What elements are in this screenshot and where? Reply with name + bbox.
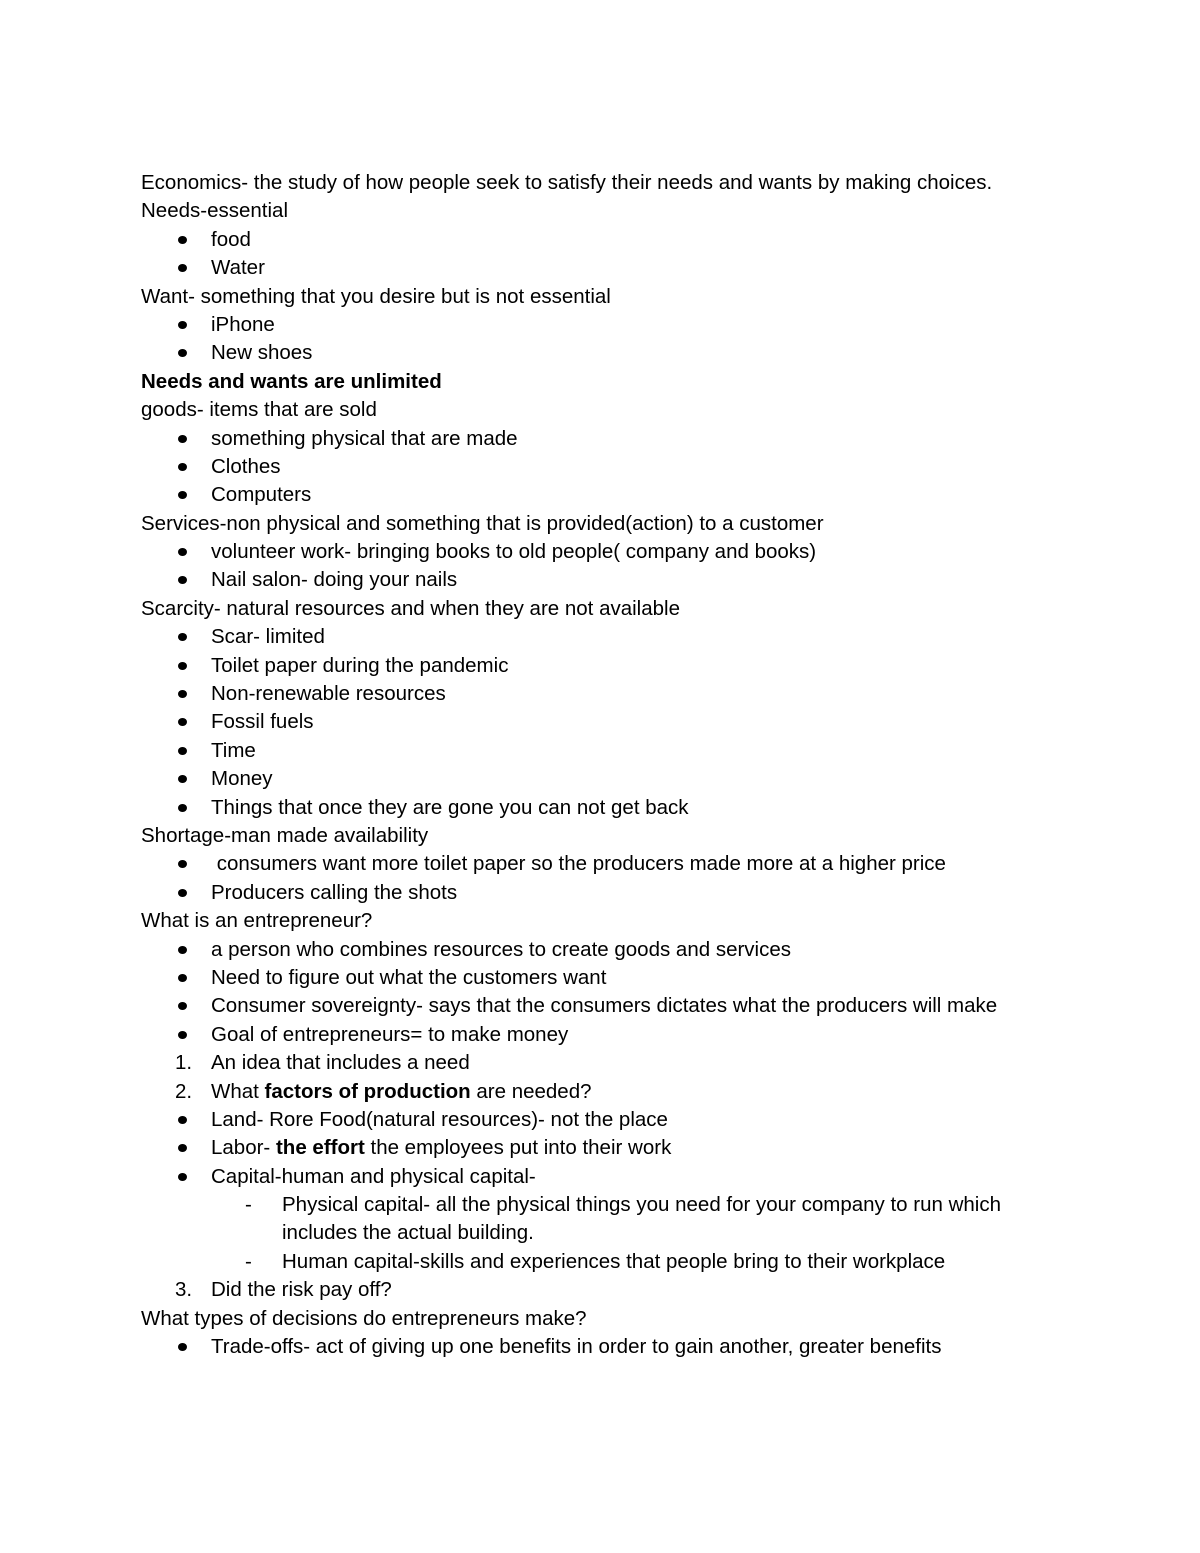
list-item — [141, 1333, 1141, 1361]
list-item-text: Did the risk pay off? — [211, 1278, 392, 1302]
list-item — [141, 538, 1141, 566]
list-item-text: consumers want more toilet paper so the producers made more at a higher price — [211, 852, 946, 876]
list-item — [141, 566, 1141, 594]
list-item-text: volunteer work- bringing books to old people( company and books) — [211, 540, 817, 564]
list-item-text: Water — [211, 256, 265, 280]
list-item-text: Labor- — [211, 1136, 276, 1160]
list-item-text: Fossil fuels — [211, 710, 314, 734]
notes-body — [141, 169, 1141, 1361]
heading-decisions: What types of decisions do entrepreneurs make? — [141, 1306, 587, 1330]
list-item-text: Money — [211, 767, 273, 791]
list-item — [141, 481, 1141, 509]
bullet-icon — [178, 889, 187, 897]
list-item-text: Goal of entrepreneurs= to make money — [211, 1022, 569, 1046]
list-item — [141, 254, 1141, 282]
bullet-icon — [178, 349, 187, 357]
list-item — [141, 623, 1141, 651]
heading-needs: Needs-essential — [141, 199, 288, 223]
list-item-text: Need to figure out what the customers want — [211, 965, 607, 989]
sub-list-item — [141, 1191, 1141, 1219]
list-item-text: Nail salon- doing your nails — [211, 568, 458, 592]
bullet-icon — [178, 662, 187, 670]
numbered-item — [141, 1049, 1141, 1077]
bullet-icon — [178, 548, 187, 556]
list-item-text: Capital-human and physical capital- — [211, 1164, 536, 1188]
list-item-text: something physical that are made — [211, 426, 518, 450]
list-item — [141, 794, 1141, 822]
list-item-text: Clothes — [211, 454, 281, 478]
list-number: 3. — [175, 1278, 193, 1302]
list-item — [141, 1163, 1141, 1191]
bullet-icon — [178, 491, 187, 499]
heading-goods: goods- items that are sold — [141, 398, 377, 422]
heading-services: Services-non physical and something that is provided(action) to a customer — [141, 511, 824, 535]
list-item-text: An idea that includes a need — [211, 1051, 470, 1075]
bullet-icon — [178, 633, 187, 641]
sub-list-item-continuation: includes the actual building. — [282, 1221, 534, 1245]
list-number: 2. — [175, 1079, 193, 1103]
list-item — [141, 1134, 1141, 1162]
bullet-icon — [178, 718, 187, 726]
list-item — [141, 737, 1141, 765]
list-item-text: Human capital-skills and experiences that people bring to their workplace — [282, 1249, 946, 1273]
list-item-text: Producers calling the shots — [211, 880, 458, 904]
bullet-icon — [178, 576, 187, 584]
list-item — [141, 680, 1141, 708]
list-item — [141, 1021, 1141, 1049]
bullet-icon — [178, 860, 187, 868]
list-item — [141, 964, 1141, 992]
bullet-icon — [178, 747, 187, 755]
bullet-icon — [178, 1173, 187, 1181]
list-item — [141, 339, 1141, 367]
list-item — [141, 425, 1141, 453]
heading-shortage: Shortage-man made availability — [141, 823, 429, 847]
bold-term: factors of production — [264, 1079, 471, 1103]
list-item — [141, 879, 1141, 907]
list-item — [141, 708, 1141, 736]
list-item-text: Physical capital- all the physical things you need for your company to run which — [282, 1193, 1002, 1217]
bullet-icon — [178, 946, 187, 954]
list-item — [141, 1106, 1141, 1134]
list-item — [141, 992, 1141, 1020]
list-item-text: the employees put into their work — [364, 1136, 672, 1160]
bullet-icon — [178, 236, 187, 244]
list-number: 1. — [175, 1051, 193, 1075]
bullet-icon — [178, 1031, 187, 1039]
bullet-icon — [178, 1002, 187, 1010]
list-item-text: Time — [211, 738, 256, 762]
bold-statement: Needs and wants are unlimited — [141, 369, 442, 393]
list-item-text: Consumer sovereignty- says that the consumers dictates what the producers will make — [211, 994, 998, 1018]
bullet-icon — [178, 1144, 187, 1152]
heading-entrepreneur: What is an entrepreneur? — [141, 909, 373, 933]
bullet-icon — [178, 690, 187, 698]
list-item-text: Things that once they are gone you can not get back — [211, 795, 689, 819]
list-item-text: Non-renewable resources — [211, 682, 446, 706]
sub-list-item — [141, 1248, 1141, 1276]
list-item-text: Toilet paper during the pandemic — [211, 653, 509, 677]
list-item-text: food — [211, 227, 251, 251]
list-item — [141, 850, 1141, 878]
list-item-text: New shoes — [211, 341, 313, 365]
bullet-icon — [178, 775, 187, 783]
list-item-text: Scar- limited — [211, 625, 325, 649]
list-item — [141, 765, 1141, 793]
bullet-icon — [178, 974, 187, 982]
bullet-icon — [178, 804, 187, 812]
dash-marker: - — [245, 1193, 252, 1217]
numbered-item — [141, 1078, 1141, 1106]
list-item-text: are needed? — [470, 1079, 592, 1103]
bullet-icon — [178, 435, 187, 443]
bold-term: the effort — [275, 1136, 365, 1160]
bullet-icon — [178, 321, 187, 329]
bullet-icon — [178, 1116, 187, 1124]
heading-want: Want- something that you desire but is not essential — [141, 284, 611, 308]
list-item — [141, 311, 1141, 339]
bullet-icon — [178, 1343, 187, 1351]
numbered-item — [141, 1276, 1141, 1304]
list-item-text: Trade-offs- act of giving up one benefits in order to gain another, greater benefits — [211, 1335, 942, 1359]
definition-economics: Economics- the study of how people seek to satisfy their needs and wants by making choices. — [141, 171, 993, 194]
list-item-text: iPhone — [211, 312, 275, 336]
list-item — [141, 453, 1141, 481]
list-item-text: What — [211, 1079, 265, 1103]
list-item — [141, 936, 1141, 964]
list-item-text: a person who combines resources to create goods and services — [211, 937, 792, 961]
bullet-icon — [178, 463, 187, 471]
bullet-icon — [178, 264, 187, 272]
list-item-text: Land- Rore Food(natural resources)- not the place — [211, 1107, 668, 1131]
heading-scarcity: Scarcity- natural resources and when they are not available — [141, 596, 680, 620]
list-item-text: Computers — [211, 483, 312, 507]
list-item — [141, 652, 1141, 680]
list-item — [141, 226, 1141, 254]
dash-marker: - — [245, 1249, 252, 1273]
